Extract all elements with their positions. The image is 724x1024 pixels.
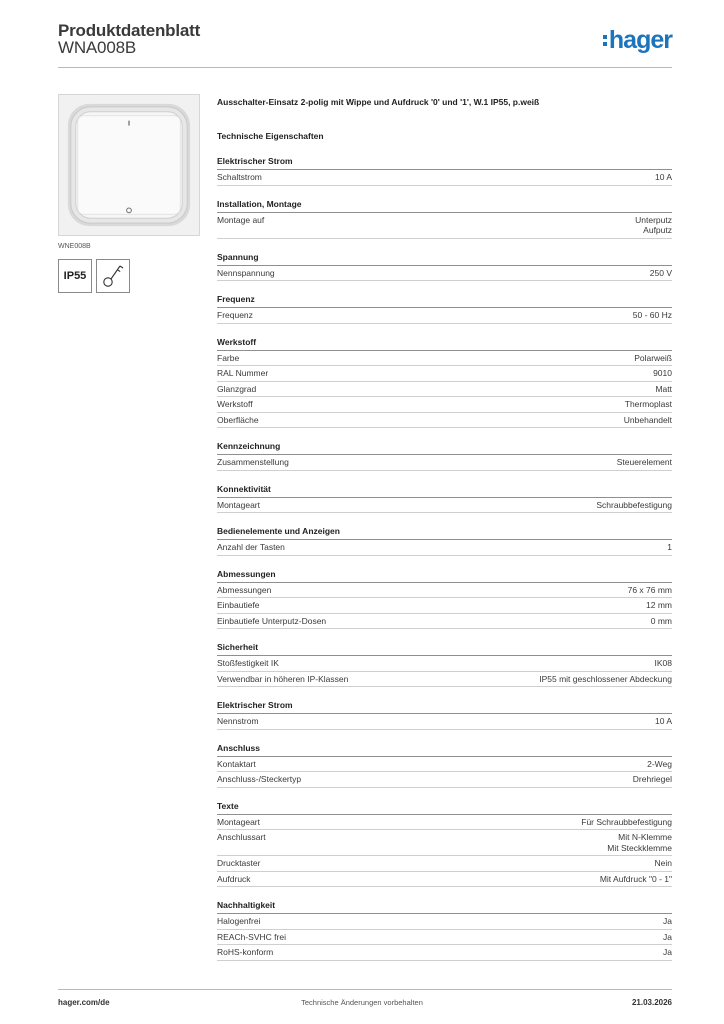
section-title: Texte	[217, 801, 672, 815]
spec-row	[217, 830, 672, 856]
spec-value: 1	[667, 542, 672, 552]
spec-label: Montageart	[217, 499, 260, 510]
section-title: Elektrischer Strom	[217, 156, 672, 170]
spec-section	[217, 526, 672, 556]
spec-row	[217, 656, 672, 672]
spec-value: 0 mm	[650, 615, 672, 626]
spec-row	[217, 455, 672, 471]
spec-row	[217, 914, 672, 930]
spec-value: 250 V	[649, 267, 672, 278]
article-number: WNA008B	[58, 38, 136, 57]
spec-value: Für Schraubbefestigung	[581, 816, 672, 827]
spec-value: Unterputz Aufputz	[635, 214, 672, 235]
spec-row	[217, 366, 672, 382]
spec-label: Abmessungen	[217, 584, 272, 595]
spec-value: Ja	[663, 916, 672, 926]
spec-label: Anzahl der Tasten	[217, 542, 285, 552]
spec-section	[217, 569, 672, 630]
spec-value: Polarweiß	[634, 352, 672, 363]
footer-date: 21.03.2026	[631, 998, 672, 1007]
spec-label: Kontaktart	[217, 758, 256, 769]
section-title: Kennzeichnung	[217, 441, 672, 455]
spec-label: Aufdruck	[217, 873, 251, 884]
spec-label: Oberfläche	[217, 414, 259, 425]
spec-row	[217, 413, 672, 429]
spec-value: Unbehandelt	[623, 414, 672, 425]
spec-row	[217, 583, 672, 599]
spec-value: IK08	[654, 658, 672, 668]
spec-row	[217, 872, 672, 888]
spec-label: Halogenfrei	[217, 916, 261, 926]
spec-label: REACh-SVHC frei	[217, 931, 286, 942]
spec-section	[217, 700, 672, 730]
spec-value: Thermoplast	[624, 399, 672, 409]
spec-sections	[217, 156, 672, 961]
spec-value: 2-Weg	[647, 758, 672, 769]
spec-value: Matt	[655, 383, 672, 394]
spec-row	[217, 351, 672, 367]
spec-row	[217, 772, 672, 788]
spec-value: 76 x 76 mm	[627, 584, 672, 595]
key-icon	[96, 259, 130, 293]
spec-label: RoHS-konform	[217, 947, 274, 957]
spec-section	[217, 441, 672, 471]
spec-label: Drucktaster	[217, 858, 261, 868]
section-title: Werkstoff	[217, 337, 672, 351]
product-image	[58, 94, 200, 236]
spec-label: Nennspannung	[217, 267, 275, 278]
logo-text: hager	[608, 26, 672, 54]
spec-row	[217, 540, 672, 556]
spec-row	[217, 815, 672, 831]
section-title: Spannung	[217, 252, 672, 266]
spec-section	[217, 484, 672, 514]
section-title: Konnektivität	[217, 484, 672, 498]
spec-section	[217, 743, 672, 788]
section-title: Elektrischer Strom	[217, 700, 672, 714]
spec-row	[217, 930, 672, 946]
spec-section	[217, 156, 672, 186]
spec-label: Anschlussart	[217, 832, 266, 842]
section-title: Frequenz	[217, 294, 672, 308]
spec-value: Drehriegel	[632, 774, 672, 784]
spec-label: Stoßfestigkeit IK	[217, 658, 279, 668]
spec-label: Farbe	[217, 352, 240, 363]
page-title: Produktdatenblatt	[58, 21, 201, 40]
header-divider	[58, 67, 672, 68]
spec-label: Zusammenstellung	[217, 457, 289, 467]
spec-row	[217, 397, 672, 413]
spec-value: Ja	[663, 947, 672, 957]
spec-label: Schaltstrom	[217, 172, 262, 182]
ip55-badge: IP55	[58, 259, 92, 293]
spec-label: Einbautiefe Unterputz-Dosen	[217, 615, 327, 626]
spec-section	[217, 900, 672, 961]
tech-properties-title: Technische Eigenschaften	[217, 131, 324, 141]
spec-label: Frequenz	[217, 310, 253, 320]
section-title: Abmessungen	[217, 569, 672, 583]
spec-row	[217, 614, 672, 630]
spec-section	[217, 252, 672, 282]
spec-value: Mit Aufdruck "0 - 1"	[599, 873, 672, 884]
footer-notice: Technische Änderungen vorbehalten	[301, 998, 423, 1007]
footer-website: hager.com/de	[58, 998, 110, 1007]
spec-value: Steuerelement	[616, 457, 672, 467]
spec-row	[217, 308, 672, 324]
spec-label: Glanzgrad	[217, 383, 257, 394]
spec-label: Montageart	[217, 816, 260, 827]
spec-section	[217, 294, 672, 324]
spec-section	[217, 642, 672, 687]
spec-label: Einbautiefe	[217, 600, 260, 610]
spec-value: 10 A	[654, 716, 672, 726]
spec-value: 10 A	[654, 172, 672, 182]
spec-label: Montage auf	[217, 214, 265, 225]
spec-row	[217, 714, 672, 730]
spec-label: Nennstrom	[217, 716, 259, 726]
spec-label: Anschluss-/Steckertyp	[217, 774, 302, 784]
spec-row	[217, 213, 672, 239]
spec-value: 9010	[653, 368, 672, 378]
spec-label: Werkstoff	[217, 399, 253, 409]
spec-label: RAL Nummer	[217, 368, 269, 378]
image-caption: WNE008B	[58, 243, 91, 250]
spec-row	[217, 382, 672, 398]
section-title: Anschluss	[217, 743, 672, 757]
spec-value: 50 - 60 Hz	[632, 310, 672, 320]
spec-row	[217, 498, 672, 514]
spec-value: Schraubbefestigung	[596, 499, 672, 510]
spec-section	[217, 337, 672, 429]
spec-value: IP55 mit geschlossener Abdeckung	[539, 673, 672, 684]
spec-section	[217, 801, 672, 888]
product-description: Ausschalter-Einsatz 2-polig mit Wippe und Aufdruck '0' und '1', W.1 IP55, p.weiß	[217, 97, 540, 107]
spec-section	[217, 199, 672, 239]
product-details	[217, 97, 672, 961]
spec-row	[217, 757, 672, 773]
spec-row	[217, 266, 672, 282]
spec-row	[217, 598, 672, 614]
hager-logo	[603, 26, 672, 55]
spec-row	[217, 945, 672, 961]
spec-row	[217, 170, 672, 186]
spec-value: Ja	[663, 931, 672, 942]
spec-value: 12 mm	[646, 600, 672, 610]
spec-row	[217, 672, 672, 688]
section-title: Nachhaltigkeit	[217, 900, 672, 914]
feature-badges	[58, 259, 130, 293]
section-title: Bedienelemente und Anzeigen	[217, 526, 672, 540]
spec-label: Verwendbar in höheren IP-Klassen	[217, 673, 349, 684]
spec-value: Mit N-Klemme Mit Steckklemme	[607, 832, 672, 853]
section-title: Installation, Montage	[217, 199, 672, 213]
spec-value: Nein	[654, 858, 672, 868]
footer-divider	[58, 989, 672, 990]
section-title: Sicherheit	[217, 642, 672, 656]
spec-row	[217, 856, 672, 872]
